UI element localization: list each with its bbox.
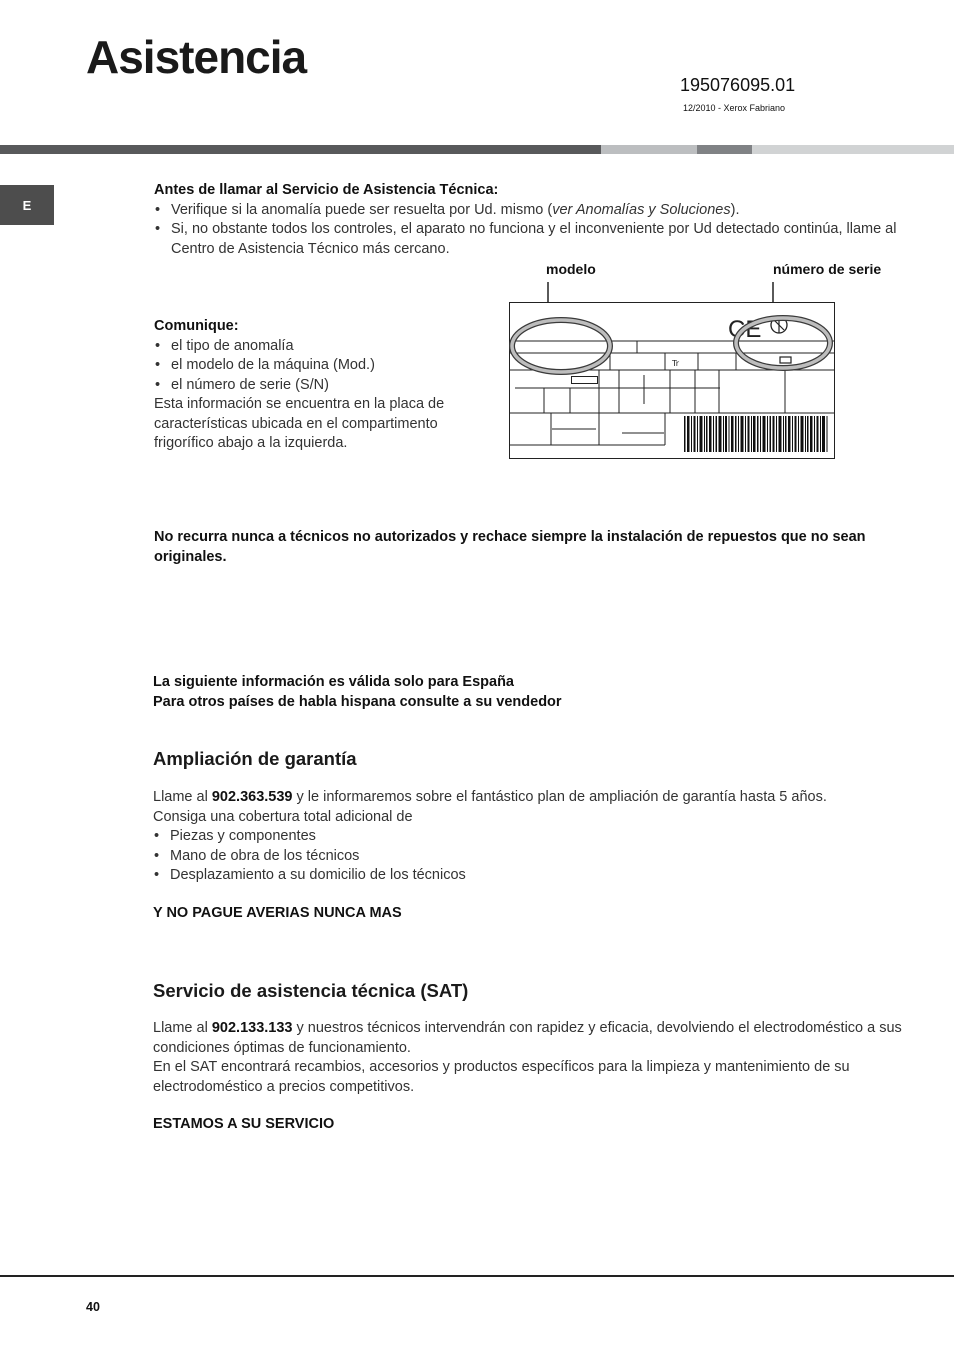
spain-notice — [153, 673, 853, 712]
warranty-coverage: Consiga una cobertura total adicional de — [153, 808, 413, 825]
sat-heading: Servicio de asistencia técnica (SAT) — [153, 980, 469, 1001]
warranty-item: • Piezas y componentes — [153, 827, 913, 847]
language-tab: E — [0, 185, 54, 225]
communicate-heading: Comunique: — [154, 318, 239, 334]
before-calling-item-1: • Verifique si la anomalía puede ser resuelta por Ud. mismo (ver Anomalías y Soluciones). — [154, 201, 904, 221]
page-number: 40 — [86, 1300, 100, 1314]
warranty-cta: Y NO PAGUE AVERIAS NUNCA MAS — [153, 905, 402, 921]
warranty-section — [153, 788, 913, 886]
plate-serial-label: número de serie — [773, 261, 882, 277]
communicate-note: Esta información se encuentra en la placa de características ubicada en el compartimento frigorífico abajo a la izquierda. — [154, 396, 445, 451]
header-rule-mid — [697, 145, 752, 154]
sat-call: Llame al 902.133.133 y nuestros técnicos intervendrán con rapidez y eficacia, devolviendo el electrodoméstico a sus condiciones óptimas de funcionamiento. — [153, 1020, 902, 1056]
header-rule-pale — [752, 145, 954, 154]
warranty-call: Llame al 902.363.539 y le informaremos sobre el fantástico plan de ampliación de garantía hasta 5 años. — [153, 789, 827, 805]
svg-text:Tr: Tr — [672, 359, 679, 368]
warranty-heading: Ampliación de garantía — [153, 748, 357, 769]
before-calling-heading: Antes de llamar al Servicio de Asistencia Técnica: — [154, 182, 499, 198]
unauthorized-warning: No recurra nunca a técnicos no autorizados y rechace siempre la instalación de repuestos que no sean originales. — [154, 529, 866, 565]
ce-mark: CE — [728, 316, 762, 343]
communicate-item: • el modelo de la máquina (Mod.) — [154, 356, 484, 376]
communicate-item: • el número de serie (S/N) — [154, 376, 484, 396]
plate-model-label: modelo — [546, 261, 596, 277]
warranty-phone: 902.363.539 — [211, 789, 293, 805]
before-calling-section — [154, 181, 904, 259]
sat-phone: 902.133.133 — [211, 1020, 293, 1036]
sat-parts: En el SAT encontrará recambios, accesorios y productos específicos para la limpieza y mantenimiento de su electrodoméstico a precios competitivos. — [153, 1059, 850, 1095]
page-title: Asistencia — [86, 31, 307, 83]
sat-section — [153, 1019, 913, 1097]
footer-rule — [0, 1275, 954, 1277]
spain-notice-line-1: La siguiente información es válida solo para España — [153, 674, 514, 690]
sat-cta: ESTAMOS A SU SERVICIO — [153, 1116, 335, 1132]
spain-notice-line-2: Para otros países de habla hispana consulte a su vendedor — [153, 693, 562, 710]
header-rule-dark — [0, 145, 601, 154]
rating-plate-illustration — [505, 278, 840, 463]
communicate-item: • el tipo de anomalía — [154, 337, 484, 357]
before-calling-item-2: • Si, no obstante todos los controles, el aparato no funciona y el inconveniente por Ud detectado continúa, llame al Centro de Asistencia Técnico más cercano. — [154, 220, 904, 259]
communicate-section — [154, 317, 484, 454]
warranty-item: • Desplazamiento a su domicilio de los técnicos — [153, 866, 913, 886]
warranty-item: • Mano de obra de los técnicos — [153, 847, 913, 867]
header-rule-light — [601, 145, 697, 154]
document-code: 195076095.01 — [680, 75, 796, 95]
document-date: 12/2010 - Xerox Fabriano — [683, 103, 786, 113]
